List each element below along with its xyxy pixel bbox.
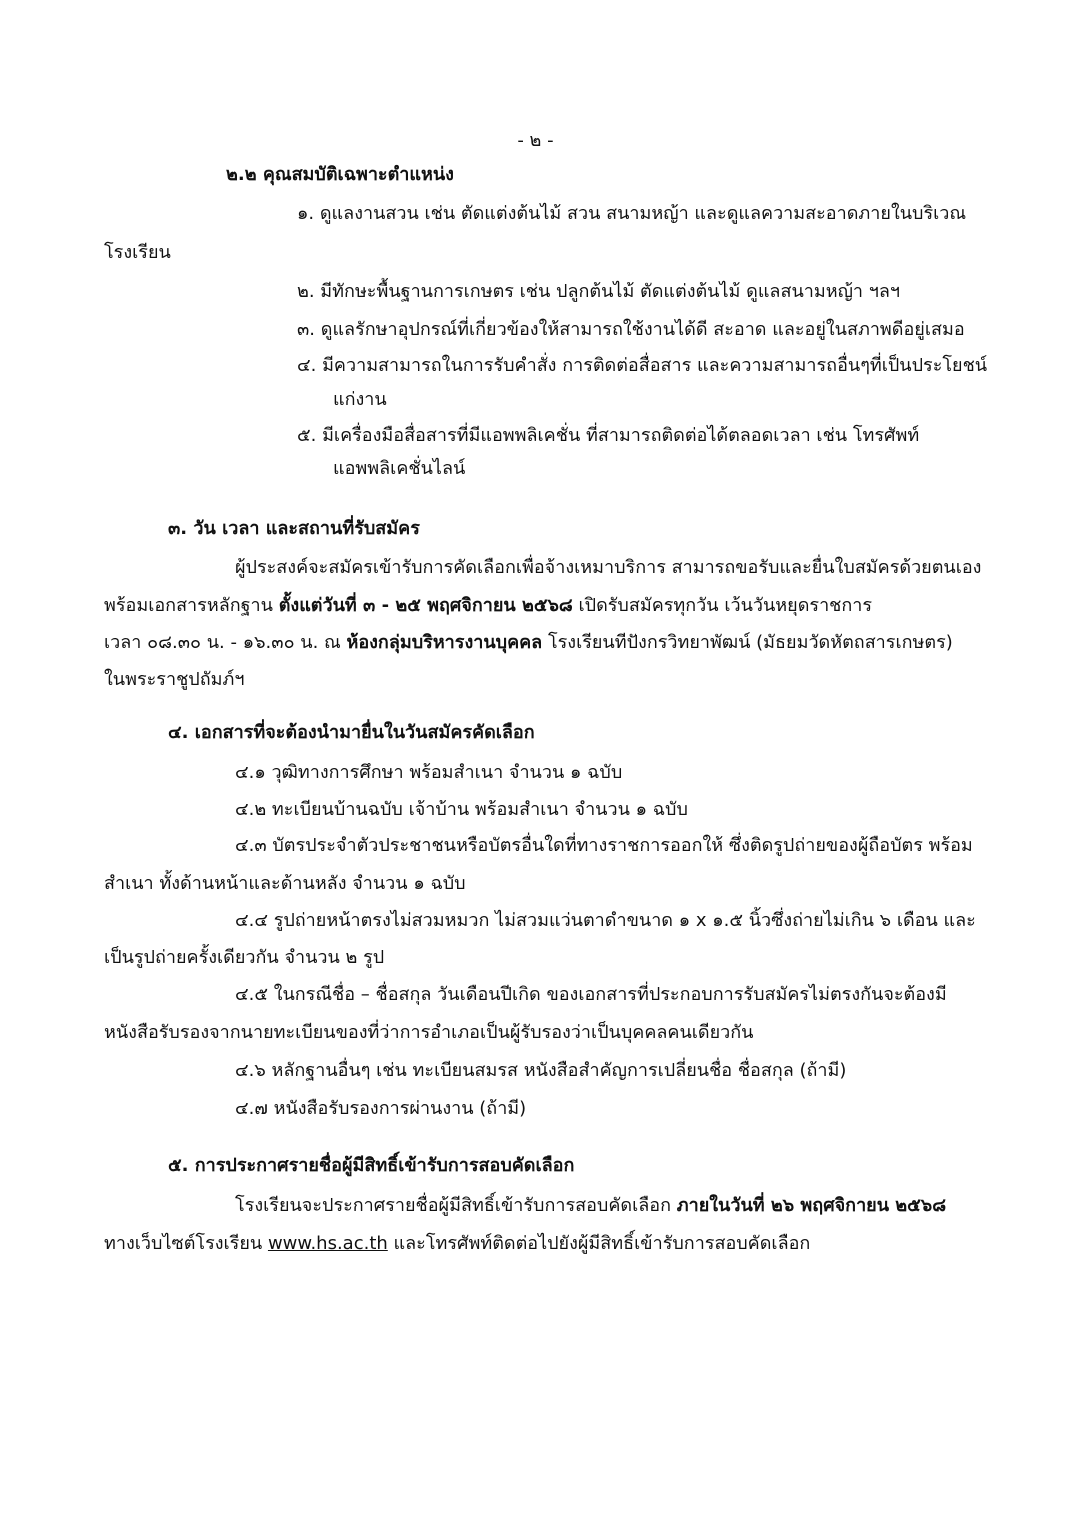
section-3-line-4: ในพระราชูปถัมภ์ฯ [104, 669, 245, 690]
section-2-2-heading: ๒.๒ คุณสมบัติเฉพาะตำแหน่ง [226, 164, 454, 185]
qualification-item-5: ๕. มีเครื่องมือสื่อสารที่มีแอพพลิเคชั่น ที่สามารถติดต่อได้ตลอดเวลา เช่น โทรศัพท์ [297, 425, 920, 446]
section-4-heading: ๔. เอกสารที่จะต้องนำมายื่นในวันสมัครคัดเลือก [168, 722, 535, 743]
qualification-item-2: ๒. มีทักษะพื้นฐานการเกษตร เช่น ปลูกต้นไม้ ตัดแต่งต้นไม้ ดูแลสนามหญ้า ฯลฯ [297, 281, 900, 302]
document-item-4-2: ๔.๒ ทะเบียนบ้านฉบับ เจ้าบ้าน พร้อมสำเนา จำนวน ๑ ฉบับ [235, 799, 688, 820]
application-place: ห้องกลุ่มบริหารงานบุคคล [346, 632, 543, 653]
document-item-4-3: ๔.๓ บัตรประจำตัวประชาชนหรือบัตรอื่นใดที่ทางราชการออกให้ ซึ่งติดรูปถ่ายของผู้ถือบัตร พร้อม [235, 835, 973, 856]
section-3-heading: ๓. วัน เวลา และสถานที่รับสมัคร [168, 518, 420, 539]
application-dates: ตั้งแต่วันที่ ๓ - ๒๕ พฤศจิกายน ๒๕๖๘ [278, 595, 573, 616]
page-number: - ๒ - [517, 130, 554, 151]
section-5-heading: ๕. การประกาศรายชื่อผู้มีสิทธิ์เข้ารับการสอบคัดเลือก [168, 1155, 575, 1176]
section-5-line-1-text: โรงเรียนจะประกาศรายชื่อผู้มีสิทธิ์เข้ารับการสอบคัดเลือก [235, 1195, 671, 1216]
qualification-item-4-cont: แก่งาน [333, 389, 387, 410]
qualification-item-4: ๔. มีความสามารถในการรับคำสั่ง การติดต่อสื่อสาร และความสามารถอื่นๆที่เป็นประโยชน์ [297, 355, 988, 376]
section-5-line-1 [235, 1193, 946, 1219]
document-item-4-4: ๔.๔ รูปถ่ายหน้าตรงไม่สวมหมวก ไม่สวมแว่นตาดำขนาด ๑ x ๑.๕ นิ้วซึ่งถ่ายไม่เกิน ๖ เดือน และ [235, 910, 976, 931]
document-item-4-7: ๔.๗ หนังสือรับรองการผ่านงาน (ถ้ามี) [235, 1098, 527, 1119]
qualification-item-5-cont: แอพพลิเคชั่นไลน์ [333, 458, 466, 479]
document-item-4-5-cont: หนังสือรับรองจากนายทะเบียนของที่ว่าการอำเภอเป็นผู้รับรองว่าเป็นบุคคลคนเดียวกัน [104, 1022, 754, 1043]
section-3-line-3-text-a: เวลา ๐๘.๓๐ น. - ๑๖.๓๐ น. ณ [104, 632, 341, 653]
qualification-item-1-cont: โรงเรียน [104, 242, 171, 263]
section-5-line-2-text-a: ทางเว็บไซต์โรงเรียน [104, 1233, 263, 1254]
document-item-4-4-cont: เป็นรูปถ่ายครั้งเดียวกัน จำนวน ๒ รูป [104, 947, 385, 968]
section-3-line-3-text-b: โรงเรียนทีปังกรวิทยาพัฒน์ (มัธยมวัดหัตถสารเกษตร) [547, 632, 953, 653]
section-3-line-1: ผู้ประสงค์จะสมัครเข้ารับการคัดเลือกเพื่อจ้างเหมาบริการ สามารถขอรับและยื่นใบสมัครด้วยตนเอง [235, 557, 982, 578]
section-3-line-2-text-b: เปิดรับสมัครทุกวัน เว้นวันหยุดราชการ [578, 595, 873, 616]
section-5-line-2 [104, 1231, 810, 1257]
school-website-link[interactable]: www.hs.ac.th [267, 1233, 388, 1254]
section-3-line-2 [104, 593, 872, 619]
announcement-date: ภายในวันที่ ๒๖ พฤศจิกายน ๒๕๖๘ [676, 1195, 947, 1216]
document-item-4-5: ๔.๕ ในกรณีชื่อ – ชื่อสกุล วันเดือนปีเกิด ของเอกสารที่ประกอบการรับสมัครไม่ตรงกันจะต้องมี [235, 984, 947, 1005]
document-item-4-3-cont: สำเนา ทั้งด้านหน้าและด้านหลัง จำนวน ๑ ฉบับ [104, 873, 466, 894]
document-item-4-6: ๔.๖ หลักฐานอื่นๆ เช่น ทะเบียนสมรส หนังสือสำคัญการเปลี่ยนชื่อ ชื่อสกุล (ถ้ามี) [235, 1060, 847, 1081]
section-3-line-3 [104, 630, 953, 656]
qualification-item-3: ๓. ดูแลรักษาอุปกรณ์ที่เกี่ยวข้องให้สามารถใช้งานได้ดี สะอาด และอยู่ในสภาพดีอยู่เสมอ [297, 319, 965, 340]
section-3-line-2-text-a: พร้อมเอกสารหลักฐาน [104, 595, 273, 616]
document-item-4-1: ๔.๑ วุฒิทางการศึกษา พร้อมสำเนา จำนวน ๑ ฉบับ [235, 762, 623, 783]
section-5-line-2-text-b: และโทรศัพท์ติดต่อไปยังผู้มีสิทธิ์เข้ารับการสอบคัดเลือก [393, 1233, 811, 1254]
qualification-item-1: ๑. ดูแลงานสวน เช่น ตัดแต่งต้นไม้ สวน สนามหญ้า และดูแลความสะอาดภายในบริเวณ [297, 203, 967, 224]
